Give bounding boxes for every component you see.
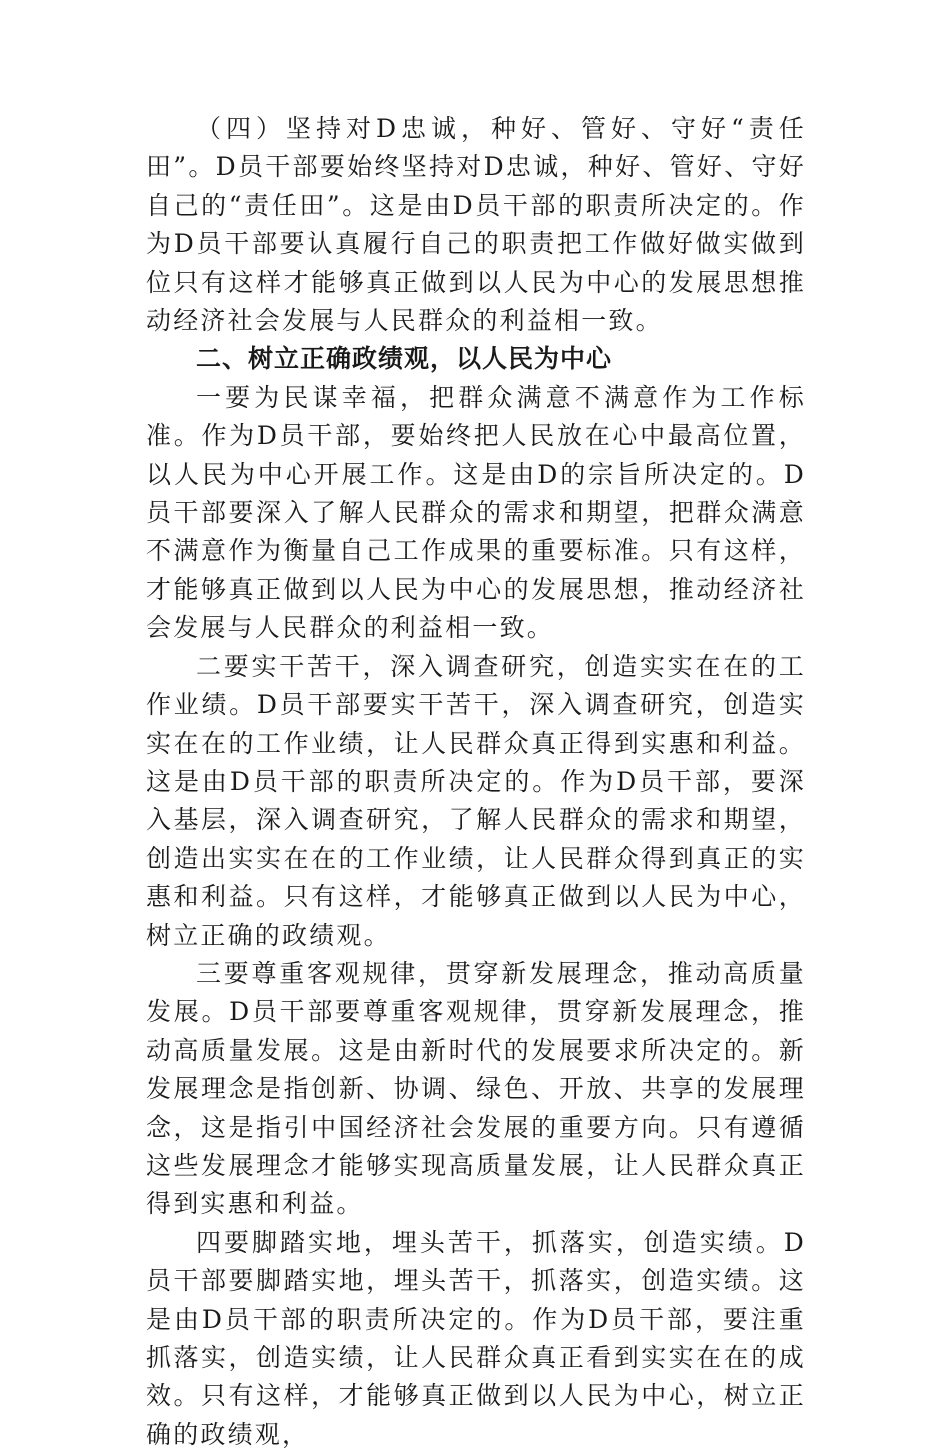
paragraph-loyalty: （四）坚持对D忠诚，种好、管好、守好“责任田”。D员干部要始终坚持对D忠诚，种好、管好、守好自己的“责任田”。这是由D员干部的职责所决定的。作为D员干部要认真履行自己的职责把工作做好做实做到位只有这样才能够真正做到以人民为中心的发展思想推动经济社会发展与人民群众的利益相一致。 bbox=[146, 114, 806, 336]
section-heading: 二、树立正确政绩观，以人民为中心 bbox=[196, 344, 613, 374]
paragraph-point-four: 四要脚踏实地，埋头苦干，抓落实，创造实绩。D员干部要脚踏实地，埋头苦干，抓落实，创造实绩。这是由D员干部的职责所决定的。作为D员干部，要注重抓落实，创造实绩，让人民群众真正看到实实在在的成效。只有这样，才能够真正做到以人民为中心，树立正确的政绩观， bbox=[146, 1227, 806, 1449]
document-body bbox=[146, 110, 806, 1454]
paragraph-point-two: 二要实干苦干，深入调查研究，创造实实在在的工作业绩。D员干部要实干苦干，深入调查研究，创造实实在在的工作业绩，让人民群众真正得到实惠和利益。这是由D员干部的职责所决定的。作为D员干部，要深入基层，深入调查研究，了解人民群众的需求和期望，创造出实实在在的工作业绩，让人民群众得到真正的实惠和利益。只有这样，才能够真正做到以人民为中心，树立正确的政绩观。 bbox=[146, 651, 806, 950]
paragraph-point-one: 一要为民谋幸福，把群众满意不满意作为工作标准。作为D员干部，要始终把人民放在心中最高位置，以人民为中心开展工作。这是由D的宗旨所决定的。D员干部要深入了解人民群众的需求和期望，把群众满意不满意作为衡量自己工作成果的重要标准。只有这样，才能够真正做到以人民为中心的发展思想，推动经济社会发展与人民群众的利益相一致。 bbox=[146, 382, 806, 643]
paragraph-point-three: 三要尊重客观规律，贯穿新发展理念，推动高质量发展。D员干部要尊重客观规律，贯穿新发展理念，推动高质量发展。这是由新时代的发展要求所决定的。新发展理念是指创新、协调、绿色、开放、共享的发展理念，这是指引中国经济社会发展的重要方向。只有遵循这些发展理念才能够实现高质量发展，让人民群众真正得到实惠和利益。 bbox=[146, 958, 806, 1219]
